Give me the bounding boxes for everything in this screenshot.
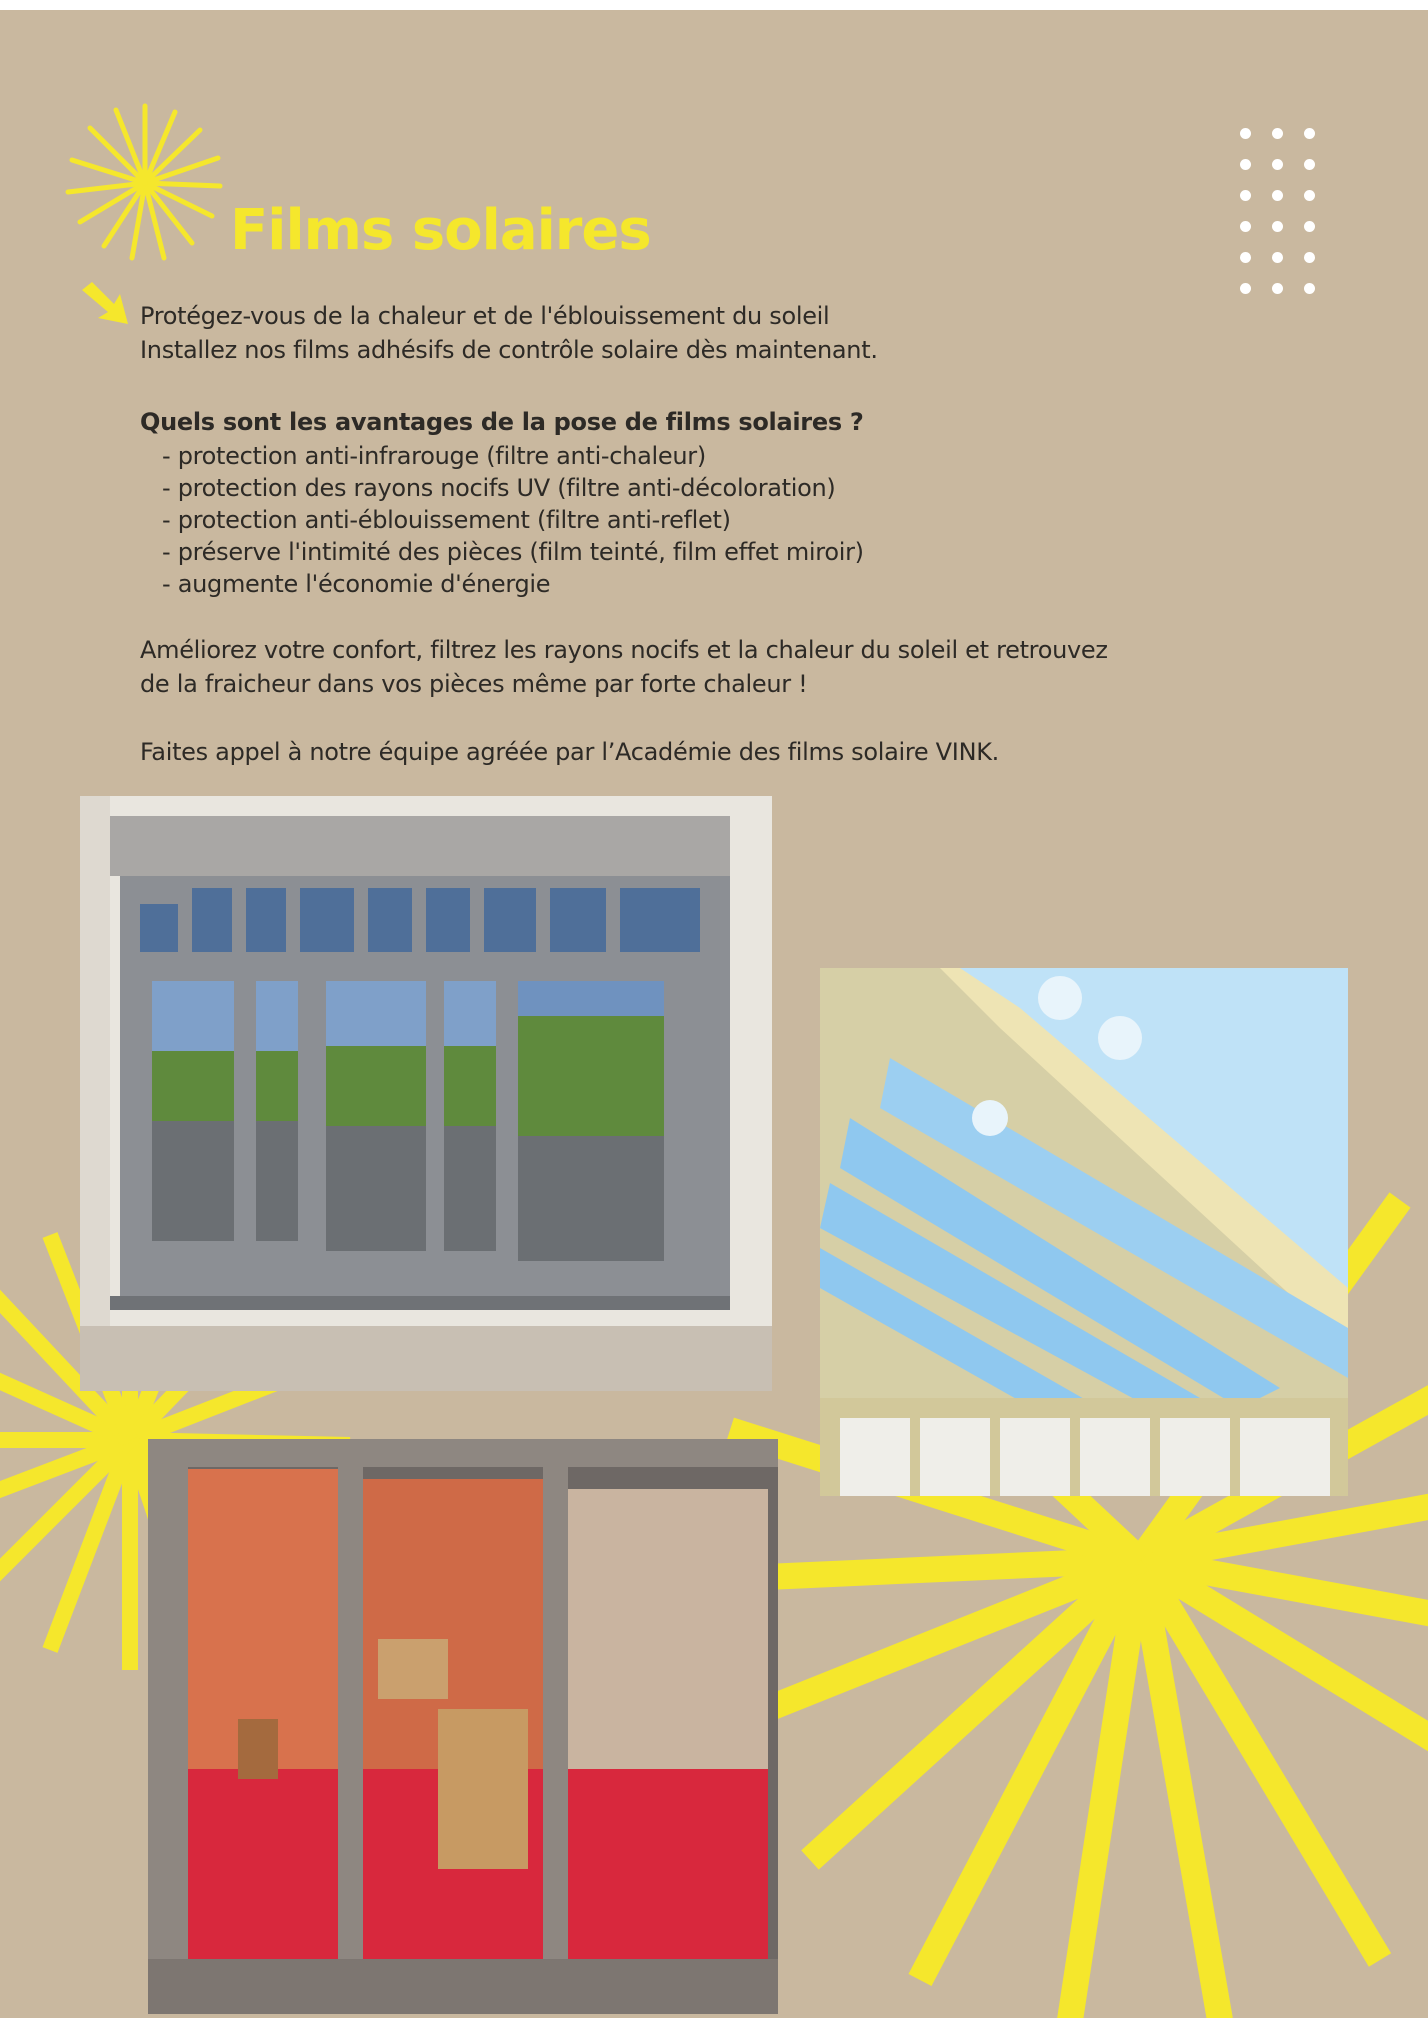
page-title: Films solaires — [230, 198, 651, 263]
photo-glass-roof — [820, 968, 1348, 1496]
list-item: - protection anti-infrarouge (filtre anti-chaleur) — [162, 442, 706, 470]
arrow-down-right-icon — [80, 280, 134, 330]
list-item: - protection des rayons nocifs UV (filtre anti-décoloration) — [162, 474, 836, 502]
list-item: - augmente l'économie d'énergie — [162, 570, 551, 598]
paragraph-line-2: de la fraicheur dans vos pièces même par forte chaleur ! — [140, 670, 808, 698]
closing-text: Faites appel à notre équipe agréée par l’Académie des films solaire VINK. — [140, 738, 999, 766]
photo-storefront-windows — [80, 796, 772, 1391]
intro-line-1: Protégez-vous de la chaleur et de l'éblouissement du soleil — [140, 302, 830, 330]
list-item: - préserve l'intimité des pièces (film teinté, film effet miroir) — [162, 538, 864, 566]
advantages-list — [162, 440, 864, 600]
intro-line-2: Installez nos films adhésifs de contrôle solaire dès maintenant. — [140, 336, 878, 364]
photo-interior-door — [148, 1439, 778, 2014]
paragraph-line-1: Améliorez votre confort, filtrez les rayons nocifs et la chaleur du soleil et retrouvez — [140, 636, 1108, 664]
sun-icon — [60, 98, 230, 268]
list-item: - protection anti-éblouissement (filtre anti-reflet) — [162, 506, 731, 534]
page — [0, 10, 1428, 2018]
advantages-heading: Quels sont les avantages de la pose de films solaires ? — [140, 408, 864, 436]
